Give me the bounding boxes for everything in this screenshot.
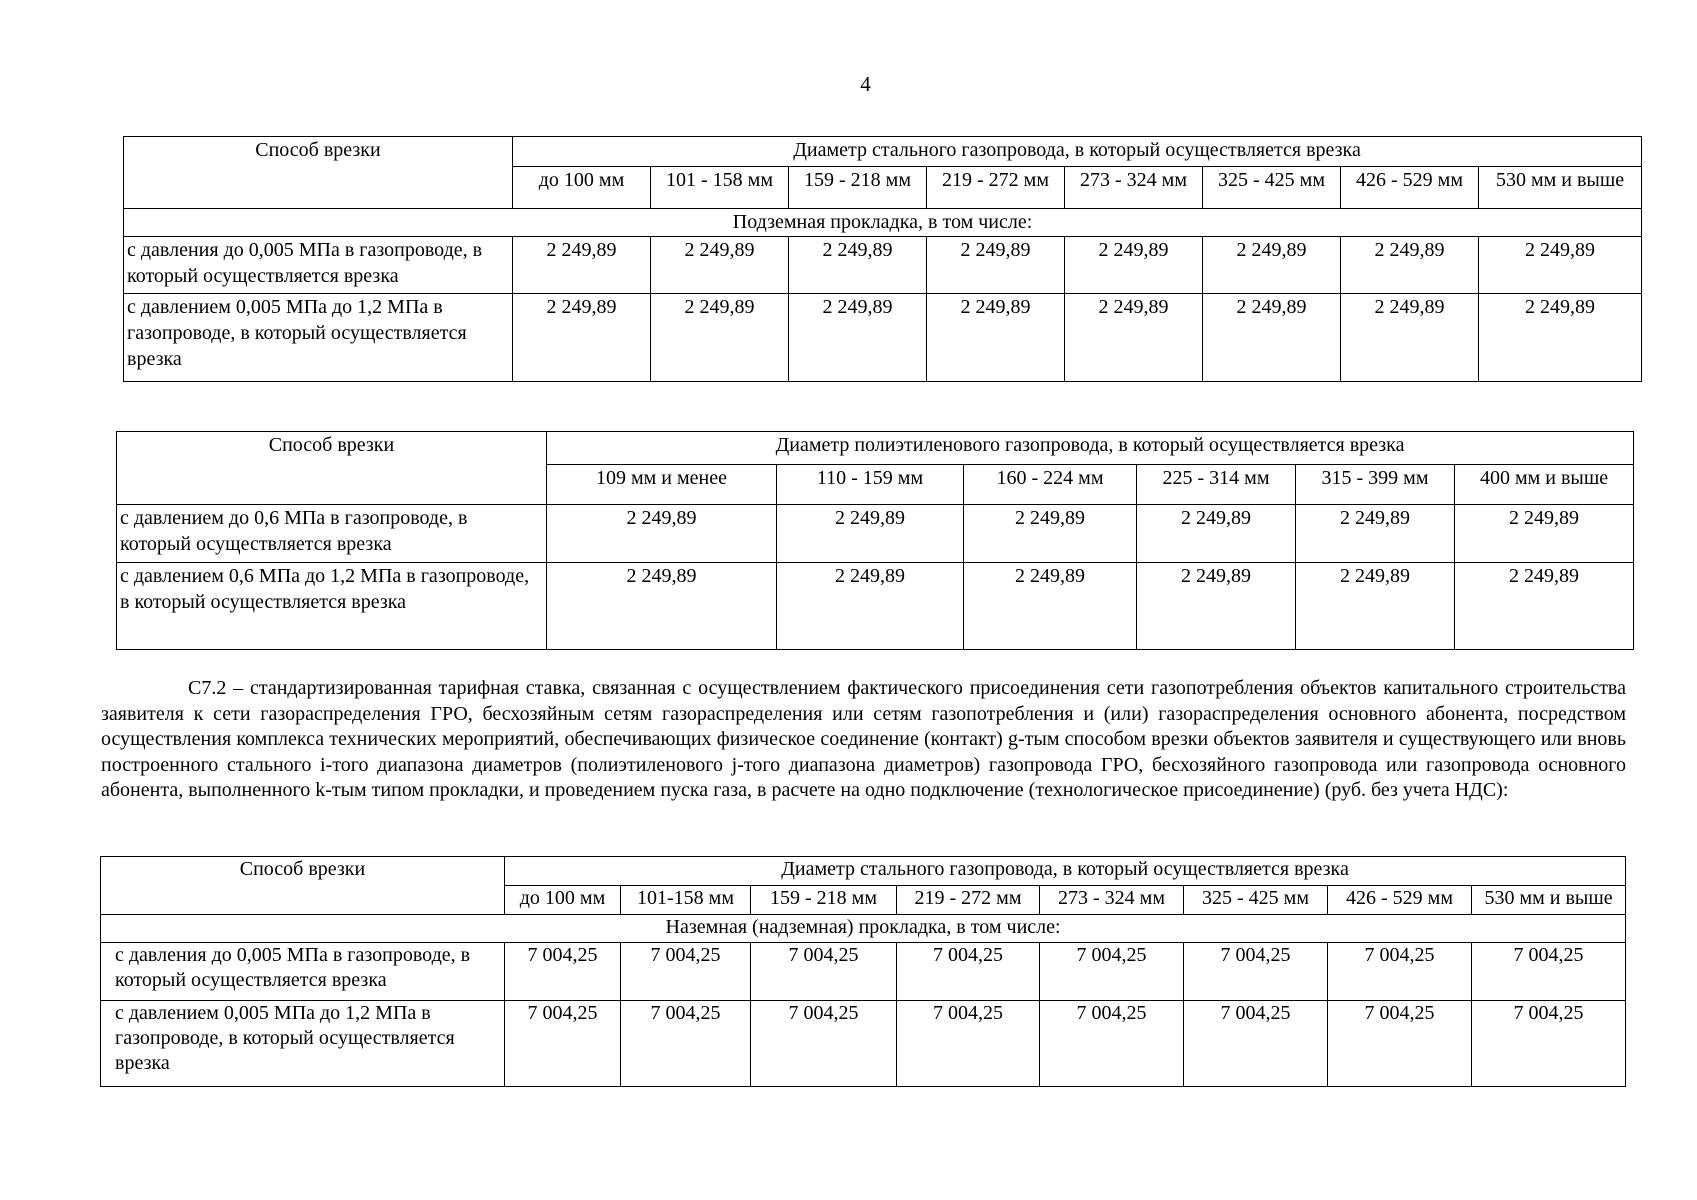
table-cell: 7 004,25 <box>1472 943 1626 1001</box>
table-cell: 2 249,89 <box>1203 237 1341 294</box>
column-header: 530 мм и выше <box>1472 886 1626 915</box>
table-cell: 2 249,89 <box>547 505 777 563</box>
table-cell: 7 004,25 <box>621 943 751 1001</box>
table-cell: 7 004,25 <box>1328 1001 1472 1087</box>
table-cell: 7 004,25 <box>505 943 621 1001</box>
steel-underground-table <box>123 136 1642 382</box>
row-label: с давления до 0,005 МПа в газопроводе, в который осуществляется врезка <box>124 237 513 294</box>
table-cell: 2 249,89 <box>964 505 1137 563</box>
row-label: с давлением до 0,6 МПа в газопроводе, в который осуществляется врезка <box>117 505 547 563</box>
table-cell: 7 004,25 <box>1040 943 1184 1001</box>
column-header: 110 - 159 мм <box>777 465 964 505</box>
table-cell: 2 249,89 <box>1065 237 1203 294</box>
table-cell: 7 004,25 <box>751 1001 897 1087</box>
row-label: с давлением 0,005 МПа до 1,2 МПа в газопроводе, в который осуществляется врезка <box>124 294 513 382</box>
table-cell: 2 249,89 <box>1341 294 1479 382</box>
column-header: 101-158 мм <box>621 886 751 915</box>
column-header: 325 - 425 мм <box>1184 886 1328 915</box>
row-label: с давлением 0,6 МПа до 1,2 МПа в газопроводе, в который осуществляется врезка <box>117 563 547 650</box>
diameter-header: Диаметр стального газопровода, в который осуществляется врезка <box>513 137 1642 167</box>
column-header: 159 - 218 мм <box>789 167 927 209</box>
table-cell: 2 249,89 <box>1203 294 1341 382</box>
column-header: до 100 мм <box>505 886 621 915</box>
column-header: 426 - 529 мм <box>1328 886 1472 915</box>
page-number: 4 <box>860 72 871 96</box>
table-cell: 2 249,89 <box>1455 505 1634 563</box>
table-cell: 2 249,89 <box>927 294 1065 382</box>
table-cell: 2 249,89 <box>1455 563 1634 650</box>
column-header: 325 - 425 мм <box>1203 167 1341 209</box>
table-cell: 7 004,25 <box>897 943 1040 1001</box>
table-cell: 2 249,89 <box>651 237 789 294</box>
table-cell: 2 249,89 <box>513 294 651 382</box>
table-cell: 7 004,25 <box>1040 1001 1184 1087</box>
column-header: 160 - 224 мм <box>964 465 1137 505</box>
section-header: Наземная (надземная) прокладка, в том числе: <box>101 915 1626 943</box>
column-header: 101 - 158 мм <box>651 167 789 209</box>
diameter-header: Диаметр стального газопровода, в который осуществляется врезка <box>505 857 1626 886</box>
table-cell: 2 249,89 <box>927 237 1065 294</box>
table-cell: 7 004,25 <box>897 1001 1040 1087</box>
column-header: 219 - 272 мм <box>897 886 1040 915</box>
table-cell: 2 249,89 <box>789 294 927 382</box>
column-header: 315 - 399 мм <box>1296 465 1455 505</box>
column-header: 219 - 272 мм <box>927 167 1065 209</box>
table-cell: 2 249,89 <box>1137 505 1296 563</box>
table-cell: 2 249,89 <box>1137 563 1296 650</box>
column-header: 109 мм и менее <box>547 465 777 505</box>
table-cell: 2 249,89 <box>1296 505 1455 563</box>
column-header: 225 - 314 мм <box>1137 465 1296 505</box>
table-cell: 7 004,25 <box>505 1001 621 1087</box>
column-header: 159 - 218 мм <box>751 886 897 915</box>
table-cell: 2 249,89 <box>547 563 777 650</box>
table-cell: 7 004,25 <box>1184 943 1328 1001</box>
table-cell: 7 004,25 <box>621 1001 751 1087</box>
row-label: с давлением 0,005 МПа до 1,2 МПа в газопроводе, в который осуществляется врезка <box>101 1001 505 1087</box>
method-header: Способ врезки <box>101 857 505 915</box>
column-header: 400 мм и выше <box>1455 465 1634 505</box>
section-header: Подземная прокладка, в том числе: <box>124 209 1642 237</box>
table-cell: 2 249,89 <box>651 294 789 382</box>
table-cell: 2 249,89 <box>1341 237 1479 294</box>
table-cell: 7 004,25 <box>1184 1001 1328 1087</box>
table-cell: 7 004,25 <box>1328 943 1472 1001</box>
table-cell: 2 249,89 <box>789 237 927 294</box>
table-cell: 2 249,89 <box>964 563 1137 650</box>
column-header: 426 - 529 мм <box>1341 167 1479 209</box>
table-cell: 2 249,89 <box>777 563 964 650</box>
column-header: 273 - 324 мм <box>1065 167 1203 209</box>
method-header: Способ врезки <box>124 137 513 209</box>
column-header: 530 мм и выше <box>1479 167 1642 209</box>
table-cell: 2 249,89 <box>777 505 964 563</box>
table-cell: 2 249,89 <box>1479 237 1642 294</box>
method-header: Способ врезки <box>117 432 547 505</box>
diameter-header: Диаметр полиэтиленового газопровода, в который осуществляется врезка <box>547 432 1634 465</box>
steel-aboveground-table <box>100 856 1626 1087</box>
table-cell: 2 249,89 <box>1065 294 1203 382</box>
table-cell: 7 004,25 <box>751 943 897 1001</box>
table-cell: 2 249,89 <box>513 237 651 294</box>
row-label: с давления до 0,005 МПа в газопроводе, в который осуществляется врезка <box>101 943 505 1001</box>
table-cell: 2 249,89 <box>1479 294 1642 382</box>
table-cell: 2 249,89 <box>1296 563 1455 650</box>
tariff-description-paragraph: С7.2 – стандартизированная тарифная ставка, связанная с осуществлением фактического присоединения сети газопотребления объектов капитального строительства заявителя к сети газораспределения ГРО, бесхозяйным сетям газораспределения или сетям газопотребления и (или) газораспределения основного абонента, посредством осуществления комплекса технических мероприятий, обеспечивающих физическое соединение (контакт) g-тым способом врезки объектов заявителя и существующего или вновь построенного стального i-того диапазона диаметров (полиэтиленового j-того диапазона диаметров) газопровода ГРО, бесхозяйного газопровода или газопровода основного абонента, выполненного k-тым типом прокладки, и проведением пуска газа, в расчете на одно подключение (технологическое присоединение) (руб. без учета НДС): <box>101 677 1626 801</box>
column-header: до 100 мм <box>513 167 651 209</box>
column-header: 273 - 324 мм <box>1040 886 1184 915</box>
polyethylene-table <box>116 431 1634 650</box>
table-cell: 7 004,25 <box>1472 1001 1626 1087</box>
